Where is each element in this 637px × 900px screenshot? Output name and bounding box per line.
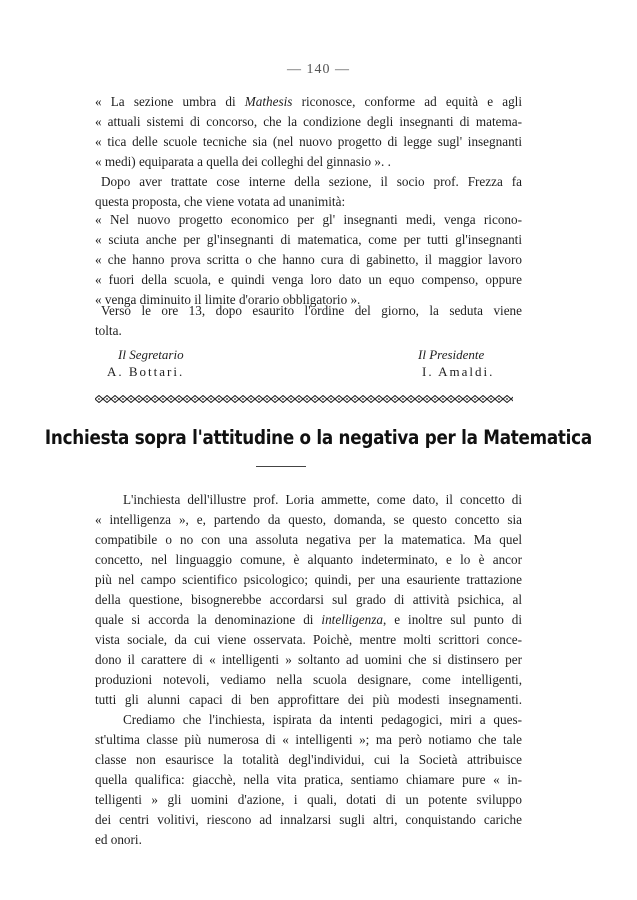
text-line: « fuori della scuola, e quindi venga loro dato un equo compenso, oppure	[95, 272, 522, 287]
president-title: Il Presidente	[418, 347, 485, 362]
text-line: tolta.	[95, 323, 122, 338]
text-line: « che hanno prova scritta o che hanno cura di gabinetto, il maggior lavoro	[95, 252, 522, 267]
text-line: « venga diminuito il limite d'orario obbligatorio ».	[95, 292, 361, 307]
text-line: Crediamo che l'inchiesta, ispirata da intenti pedagogici, miri a ques-	[123, 712, 522, 727]
text-line: « intelligenza », e, partendo da questo, domanda, se questo concetto sia	[95, 512, 522, 527]
article-paragraph-2	[95, 710, 522, 850]
text-line: « sciuta anche per gl'insegnanti di matematica, come per tutti gl'insegnanti	[95, 232, 522, 247]
text-line: concetto, nel linguaggio comune, è alquanto indeterminato, e lo è ancor	[95, 552, 522, 567]
title-rule	[256, 466, 306, 467]
text-line: quella qualifica: giacchè, nella vita pratica, sentiamo chiamare pure « in-	[95, 772, 522, 787]
ornamental-divider	[95, 395, 513, 403]
text-line: dei centri volitivi, riescono ad innalzarsi sugli altri, conquistando cariche	[95, 812, 522, 827]
proposal-intro-paragraph	[95, 172, 522, 212]
closing-paragraph	[95, 301, 522, 341]
text-line: telligenti » gli uomini d'azione, i quali, dotati di un potente sviluppo	[95, 792, 522, 807]
resolution-paragraph	[95, 92, 522, 172]
text-line: ed onori.	[95, 832, 142, 847]
article-paragraph-1	[95, 490, 522, 710]
text-line: st'ultima classe più numerosa di « intelligenti »; ma però notiamo che tale	[95, 732, 522, 747]
text-line: « Nel nuovo progetto economico per gl' insegnanti medi, venga ricono-	[95, 212, 522, 227]
text-line: produzioni notevoli, vediamo nella scuola designare, come intelligenti,	[95, 672, 522, 687]
page-number: — 140 —	[287, 62, 350, 77]
text-line: « La sezione umbra di Mathesis riconosce, conforme ad equità e agli	[95, 94, 522, 109]
text-line: L'inchiesta dell'illustre prof. Loria ammette, come dato, il concetto di	[123, 492, 522, 507]
president-name: I. Amaldi.	[422, 364, 495, 379]
text-line: Verso le ore 13, dopo esaurito l'ordine del giorno, la seduta viene	[101, 303, 522, 318]
text-line: compatibile o no con una assoluta negativa per la matematica. Ma quel	[95, 532, 522, 547]
text-line: della questione, bisognerebbe accordarsi sul grado di attività psichica, al	[95, 592, 522, 607]
text-line: vista sociale, da cui viene osservata. Poichè, mentre molti scrittori conce-	[95, 632, 522, 647]
article-title: Inchiesta sopra l'attitudine o la negativa per la Matematica	[44, 426, 592, 449]
text-line: « tica delle scuole tecniche sia (nel nuovo progetto di legge sugl' insegnanti	[95, 134, 522, 149]
text-line: dono il carattere di « intelligenti » soltanto ad uomini che si distinsero per	[95, 652, 522, 667]
text-line: classe non esaurisce la totalità degl'individui, cui la Società attribuisce	[95, 752, 522, 767]
text-line: Dopo aver trattate cose interne della sezione, il socio prof. Frezza fa	[101, 174, 522, 189]
secretary-title: Il Segretario	[118, 347, 184, 362]
text-line: « medi) equiparata a quella dei colleghi del ginnasio ». .	[95, 154, 391, 169]
text-line: più nel campo scientifico psicologico; quindi, per una esauriente trattazione	[95, 572, 522, 587]
text-line: quale si accorda la denominazione di intelligenza, e inoltre sul punto di	[95, 612, 522, 627]
text-line: tutti gli alunni capaci di ben approfittare dei più modesti insegnamenti.	[95, 692, 522, 707]
proposal-quote	[95, 210, 522, 310]
text-line: questa proposta, che viene votata ad unanimità:	[95, 194, 346, 209]
text-line: « attuali sistemi di concorso, che la condizione degli insegnanti di matema-	[95, 114, 522, 129]
secretary-name: A. Bottari.	[107, 364, 185, 379]
